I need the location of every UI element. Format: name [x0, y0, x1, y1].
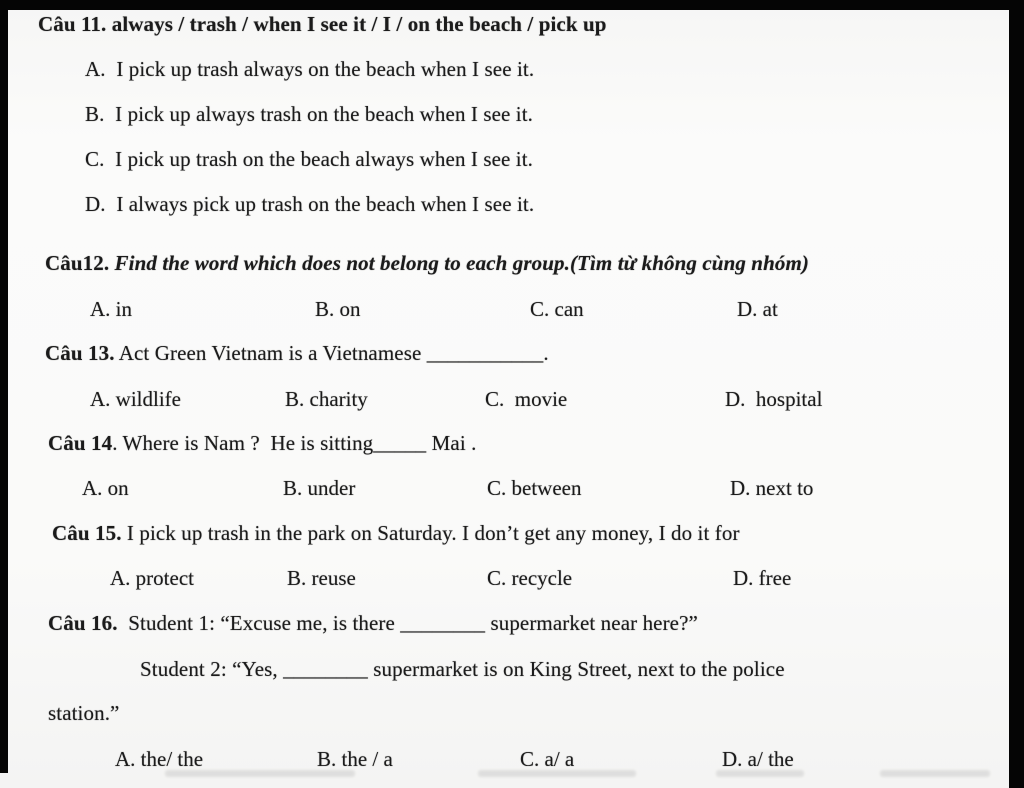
question-13-text: Act Green Vietnam is a Vietnamese ___________.	[114, 341, 549, 365]
question-15-options	[0, 566, 1024, 592]
question-14-options	[0, 476, 1024, 502]
question-16-option-a: A. the/ the	[115, 747, 204, 771]
question-16-option-d: D. a/ the	[722, 747, 794, 771]
question-15-number: Câu 15.	[52, 521, 122, 545]
question-15-option-d: D. free	[733, 566, 792, 590]
question-12-option-d: D. at	[737, 297, 778, 321]
question-14-option-a: A. on	[82, 476, 129, 500]
question-11-option-a: A. I pick up trash always on the beach when I see it.	[85, 57, 535, 81]
question-15-header	[52, 521, 740, 546]
question-14-option-d: D. next to	[730, 476, 814, 500]
question-14-text: . Where is Nam ? He is sitting_____ Mai .	[112, 431, 477, 455]
question-12-option-a: A. in	[90, 297, 132, 321]
question-13-option-a: A. wildlife	[90, 387, 181, 411]
question-13-header	[45, 341, 549, 366]
question-15-option-a: A. protect	[110, 566, 194, 590]
question-13-option-c: C. movie	[485, 387, 568, 411]
question-15-text: I pick up trash in the park on Saturday. I don’t get any money, I do it for	[121, 521, 740, 545]
question-16-line1: Student 1: “Excuse me, is there ________ supermarket near here?”	[117, 611, 698, 635]
bleed-through-artifact	[716, 770, 804, 777]
bleed-through-artifact	[478, 770, 636, 777]
question-11-header	[38, 12, 607, 37]
question-16-header	[48, 611, 698, 636]
question-16-number: Câu 16.	[48, 611, 118, 635]
question-14-option-c: C. between	[487, 476, 582, 500]
question-12-option-c: C. can	[530, 297, 584, 321]
question-16-option-b: B. the / a	[317, 747, 393, 771]
question-14-header	[48, 431, 476, 456]
question-11-option-d: D. I always pick up trash on the beach when I see it.	[85, 192, 535, 216]
bleed-through-artifact	[165, 770, 355, 777]
question-16-line2: Student 2: “Yes, ________ supermarket is on King Street, next to the police	[140, 657, 785, 681]
question-13-option-d: D. hospital	[725, 387, 823, 411]
question-13-options	[0, 387, 1024, 413]
question-12-number: Câu12.	[45, 251, 110, 275]
question-13-number: Câu 13.	[45, 341, 115, 365]
question-16-option-c: C. a/ a	[520, 747, 575, 771]
question-11-number: Câu 11.	[38, 12, 107, 36]
question-12-header	[45, 251, 809, 276]
question-12-text: Find the word which does not belong to each group.(Tìm từ không cùng nhóm)	[109, 251, 809, 275]
top-black-border	[0, 0, 1024, 10]
question-14-number: Câu 14	[48, 431, 113, 455]
question-13-option-b: B. charity	[285, 387, 368, 411]
question-12-options	[0, 297, 1024, 323]
question-16-line3: station.”	[48, 701, 120, 725]
question-11-option-c: C. I pick up trash on the beach always when I see it.	[85, 147, 534, 171]
question-11-option-b: B. I pick up always trash on the beach when I see it.	[85, 102, 534, 126]
question-12-option-b: B. on	[315, 297, 361, 321]
question-15-option-c: C. recycle	[487, 566, 573, 590]
question-15-option-b: B. reuse	[287, 566, 356, 590]
bleed-through-artifact	[880, 770, 990, 777]
question-11-text: always / trash / when I see it / I / on the beach / pick up	[106, 12, 607, 36]
question-14-option-b: B. under	[283, 476, 356, 500]
